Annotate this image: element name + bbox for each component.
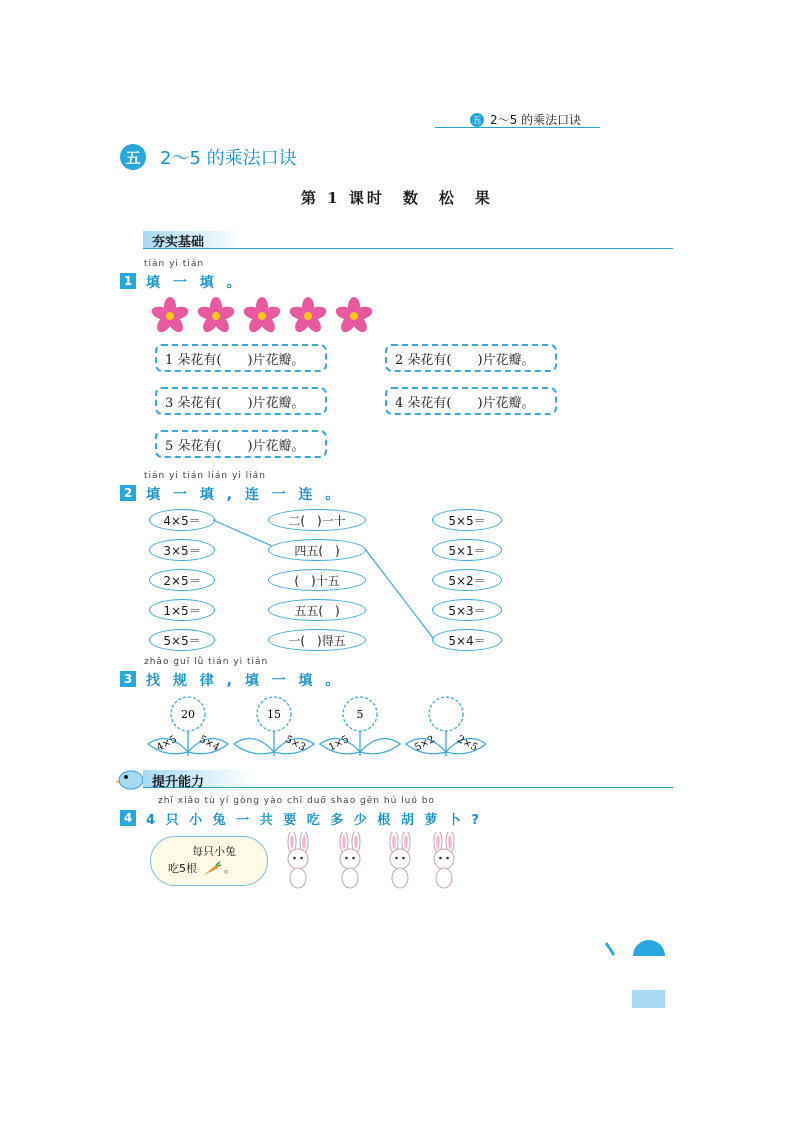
page-corner-decoration (603, 940, 667, 960)
oval-col1-4[interactable]: 1×5＝ (149, 599, 215, 621)
oval-col3-4[interactable]: 5×3＝ (432, 599, 502, 621)
section-title-advanced: 提升能力 (152, 775, 205, 790)
pattern-leaf-left[interactable]: 1×5 (326, 733, 351, 754)
bubble-text-line2: 吃5根 。 (168, 862, 235, 875)
fill-box-4[interactable]: 4 朵花有( )片花瓣。 (385, 387, 557, 415)
match-line (365, 549, 433, 638)
q2-pinyin: tián yi tián lián yi lián (144, 471, 266, 481)
carrot-icon (201, 861, 221, 877)
oval-col1-5[interactable]: 5×5＝ (149, 629, 215, 651)
oval-col2-4[interactable]: 五五( ) (268, 599, 366, 621)
bird-icon (116, 766, 146, 792)
q2-number: 2 (120, 485, 136, 501)
fill-box-2[interactable]: 2 朵花有( )片花瓣。 (385, 344, 557, 372)
q2-instruction: 填 一 填 , 连 一 连 。 (146, 487, 344, 503)
q3-pinyin: zhǎo guī lǜ tián yi tián (144, 657, 269, 667)
oval-col2-1[interactable]: 二( )一十 (268, 509, 366, 531)
q1-instruction: 填 一 填 。 (146, 275, 245, 291)
q4-number: 4 (120, 810, 136, 826)
chapter-title: 2～5 的乘法口诀 (160, 148, 297, 169)
pattern-leaf-left[interactable]: 5×2 (412, 733, 437, 754)
q4-question: 4 只 小 兔 一 共 要 吃 多 少 根 胡 萝 卜 ? (146, 813, 482, 828)
pattern-flower-4 (406, 697, 486, 756)
pattern-flower-2 (234, 697, 314, 756)
oval-col3-5[interactable]: 5×4＝ (432, 629, 502, 651)
rabbit-row (278, 832, 478, 892)
pattern-leaf-right[interactable]: 5×4 (197, 733, 222, 754)
rabbit-icon (288, 832, 308, 888)
rabbit-icon (434, 832, 454, 888)
oval-col2-5[interactable]: 一( )得五 (268, 629, 366, 651)
oval-col3-3[interactable]: 5×2＝ (432, 569, 502, 591)
oval-col1-2[interactable]: 3×5＝ (149, 539, 215, 561)
pattern-flower-3 (320, 697, 400, 756)
pattern-leaf-right[interactable]: 2×5 (455, 733, 480, 754)
q3-instruction: 找 规 律 , 填 一 填 。 (146, 673, 344, 689)
bubble-text-line1: 每只小兔 (192, 845, 236, 858)
pattern-flower-1 (148, 697, 228, 756)
oval-col1-1[interactable]: 4×5＝ (149, 509, 215, 531)
pattern-flower-top[interactable]: 15 (267, 708, 281, 721)
q1-pinyin: tián yi tián (144, 259, 205, 269)
oval-col1-3[interactable]: 2×5＝ (149, 569, 215, 591)
fill-box-1[interactable]: 1 朵花有( )片花瓣。 (155, 344, 327, 372)
pattern-flower-top[interactable]: 20 (181, 708, 195, 721)
section-rule-advanced (143, 787, 673, 788)
fill-box-3[interactable]: 3 朵花有( )片花瓣。 (155, 387, 327, 415)
oval-col3-1[interactable]: 5×5＝ (432, 509, 502, 531)
chapter-badge: 五 (120, 144, 146, 170)
pattern-leaf-right[interactable]: 5×3 (283, 733, 308, 754)
pattern-flowers (146, 694, 486, 758)
match-line (213, 520, 272, 546)
section-title-basic: 夯实基础 (152, 235, 205, 250)
q4-pinyin: zhī xiǎo tù yí gòng yào chī duō shao gēn hú luó bo (158, 796, 435, 806)
running-header-text: 2～5 的乘法口诀 (490, 113, 582, 127)
fill-box-5[interactable]: 5 朵花有( )片花瓣。 (155, 430, 327, 458)
oval-col2-3[interactable]: ( )十五 (268, 569, 366, 591)
q1-number: 1 (120, 273, 136, 289)
chapter-badge-small: 五 (470, 113, 484, 127)
pattern-flower-top[interactable]: 5 (356, 708, 364, 721)
rabbit-icon (390, 832, 410, 888)
page-tab (632, 990, 665, 1008)
pattern-leaf-left[interactable]: 4×5 (154, 733, 179, 754)
oval-col3-2[interactable]: 5×1＝ (432, 539, 502, 561)
lesson-title: 第 1 课时 数 松 果 (301, 189, 493, 207)
rabbit-icon (340, 832, 360, 888)
oval-col2-2[interactable]: 四五( ) (268, 539, 366, 561)
q3-number: 3 (120, 671, 136, 687)
